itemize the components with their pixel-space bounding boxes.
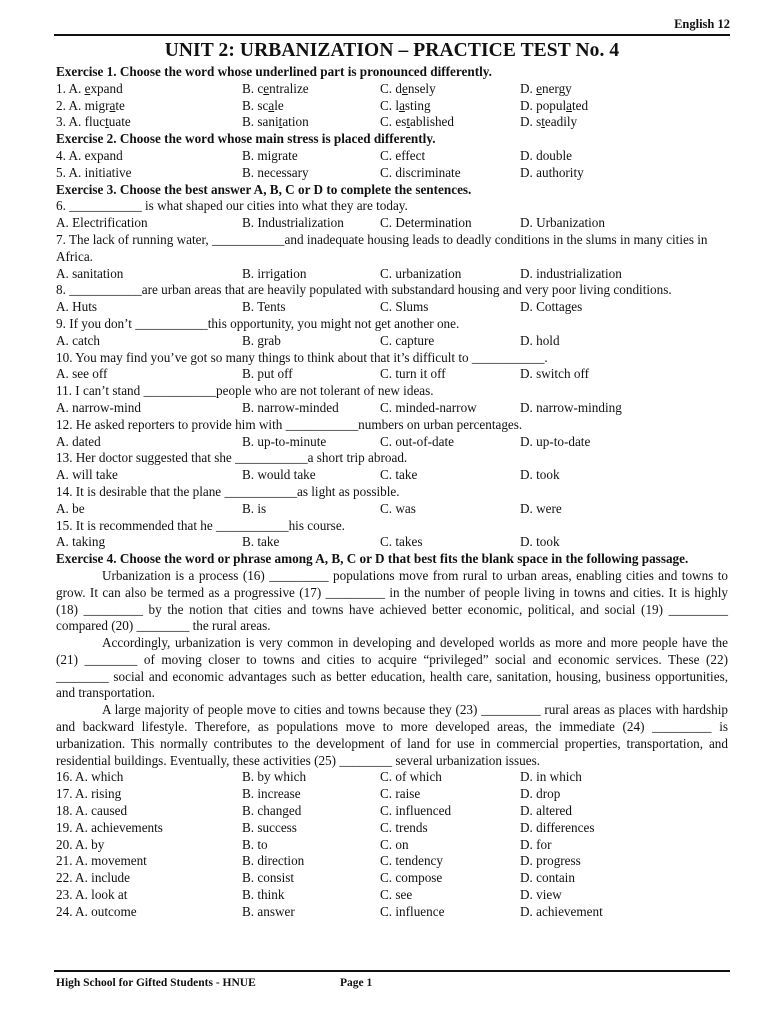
answer-option: B. is [242, 500, 267, 516]
option-suffix: eadily [544, 114, 578, 130]
answer-option: C. takes [380, 534, 423, 550]
answer-option: D. contain [520, 870, 575, 886]
answer-option: 17. A. rising [56, 786, 122, 802]
option-prefix: B. sani [242, 114, 279, 130]
answer-option: B. changed [242, 803, 302, 819]
answer-option [56, 81, 123, 98]
underlined-part: e [263, 80, 270, 96]
passage-paragraph: Urbanization is a process (16) _________ populations move from rural to urban areas, enabling cities and towns to grow. It can also be termed as a progressive (17) _________ in the number of people living in towns and cities. It is highly (18) _________ by the notion that cities and towns have achieved better economic, political, and social (19) _________ compared (20) ________ the rural areas. [56, 567, 728, 634]
answer-option: D. for [520, 836, 552, 852]
answer-option: 16. A. which [56, 769, 124, 785]
answer-option: B. success [242, 819, 297, 835]
question-text: 9. If you don’t ___________this opportunity, you might not get another one. [56, 315, 460, 331]
exercise-3-title: Exercise 3. Choose the best answer A, B, C or D to complete the sentences. [56, 181, 472, 197]
answer-option: 18. A. caused [56, 803, 128, 819]
exercise-4-row [56, 820, 728, 837]
answer-option: D. Cottages [520, 299, 583, 315]
answer-option: D. altered [520, 803, 572, 819]
answer-option [520, 114, 577, 131]
answer-option: D. narrow-minding [520, 399, 622, 415]
underlined-part: e [536, 80, 542, 96]
exercise-4-row [56, 887, 728, 904]
underlined-part: t [278, 114, 283, 130]
exercise-4-row [56, 853, 728, 870]
document-page [56, 38, 728, 921]
answer-option: B. direction [242, 853, 305, 869]
answer-option: A. be [56, 500, 85, 516]
question-text: 13. Her doctor suggested that she ___________a short trip abroad. [56, 450, 408, 466]
question-options [56, 215, 728, 232]
option-prefix: 1. A. [56, 80, 85, 96]
answer-option: 21. A. movement [56, 853, 147, 869]
option-suffix: sting [404, 97, 431, 113]
answer-option: D. Urbanization [520, 215, 605, 231]
answer-option: C. compose [380, 870, 443, 886]
answer-option [56, 114, 131, 131]
answer-option: A. Huts [56, 299, 98, 315]
option-suffix: nergy [541, 80, 572, 96]
exercise-4-row [56, 769, 728, 786]
answer-option: B. by which [242, 769, 307, 785]
exercise-1-row [56, 81, 728, 98]
answer-option: C. turn it off [380, 366, 446, 382]
answer-option: 23. A. look at [56, 887, 128, 903]
header-rule [54, 34, 730, 36]
answer-option: C. discriminate [380, 164, 461, 180]
question-options [56, 400, 728, 417]
answer-option: C. influenced [380, 803, 452, 819]
underlined-part: e [401, 80, 408, 96]
answer-option: B. take [242, 534, 280, 550]
option-prefix: D. s [520, 114, 542, 130]
answer-option [56, 98, 125, 115]
option-prefix: B. c [242, 80, 264, 96]
answer-option: C. was [380, 500, 416, 516]
question-options [56, 266, 728, 283]
question-text: 6. ___________ is what shaped our cities into what they are today. [56, 198, 408, 214]
answer-option: D. were [520, 500, 562, 516]
exercise-4-options [56, 769, 728, 920]
underlined-part: t [541, 114, 545, 130]
answer-option [380, 114, 454, 131]
answer-option: C. see [380, 887, 413, 903]
answer-option: D. differences [520, 819, 595, 835]
option-prefix: 2. A. migr [56, 97, 110, 113]
answer-option: B. irrigation [242, 265, 307, 281]
passage-paragraph: A large majority of people move to cities and towns because they (23) _________ rural areas as places with hardship and backward lifestyle. Therefore, as populations move to more developed areas, the immediate (24) _________ is urbanization. This normally contributes to the development of land for use in commercial properties, transportation, and residential buildings. Eventually, these activities (25) ________ several urbanization issues. [56, 702, 728, 768]
answer-option: D. progress [520, 853, 581, 869]
question-options [56, 501, 728, 518]
answer-option: B. up-to-minute [242, 433, 327, 449]
exercise-1 [56, 81, 728, 131]
question-options [56, 366, 728, 383]
option-suffix: nsely [407, 80, 436, 96]
option-prefix: B. sc [242, 97, 269, 113]
option-suffix: le [274, 97, 284, 113]
answer-option: C. trends [380, 819, 428, 835]
answer-option: 19. A. achievements [56, 819, 163, 835]
exercise-1-row [56, 98, 728, 115]
option-suffix: ation [282, 114, 309, 130]
answer-option: B. think [242, 887, 285, 903]
answer-option: B. Industrialization [242, 215, 344, 231]
answer-option: 22. A. include [56, 870, 130, 886]
option-prefix: C. es [380, 114, 407, 130]
question-options [56, 299, 728, 316]
underlined-part: t [406, 114, 411, 130]
underlined-part: a [399, 97, 405, 113]
answer-option: C. on [380, 836, 409, 852]
exercise-1-title: Exercise 1. Choose the word whose underlined part is pronounced differently. [56, 64, 492, 79]
answer-option [380, 98, 431, 115]
question-text: 8. ___________are urban areas that are heavily populated with substandard housing and very poor living conditions. [56, 282, 672, 298]
answer-option: B. to [242, 836, 268, 852]
option-suffix: uate [108, 114, 131, 130]
underlined-part: e [84, 80, 91, 96]
option-suffix: te [115, 97, 125, 113]
answer-option: A. Electrification [56, 215, 148, 231]
answer-option: C. of which [380, 769, 442, 785]
answer-option: B. answer [242, 903, 295, 919]
underlined-part: a [109, 97, 116, 113]
answer-option: D. hold [520, 332, 560, 348]
footer-school: High School for Gifted Students - HNUE [56, 977, 256, 989]
answer-option: D. authority [520, 164, 584, 180]
answer-option [520, 98, 588, 115]
header-subject: English 12 [674, 17, 730, 31]
answer-option [520, 81, 572, 98]
option-suffix: xpand [90, 80, 123, 96]
answer-option: 20. A. by [56, 836, 105, 852]
answer-option: B. migrate [242, 147, 298, 163]
answer-option: A. will take [56, 467, 118, 483]
answer-option: A. see off [56, 366, 108, 382]
question-options [56, 467, 728, 484]
exercise-2-row [56, 165, 728, 182]
exercise-4-row [56, 904, 728, 921]
question-text: 7. The lack of running water, ___________and inadequate housing leads to deadly conditions in the slums in many cities in Africa. [56, 231, 708, 264]
exercise-2-row [56, 148, 728, 165]
answer-option: 5. A. initiative [56, 164, 132, 180]
answer-option: D. up-to-date [520, 433, 591, 449]
exercise-4-row [56, 837, 728, 854]
answer-option: A. narrow-mind [56, 399, 141, 415]
passage-paragraph: Accordingly, urbanization is very common in developing and developed worlds as more and more people have the (21) ________ of moving closer to towns and cities to acquire “privileged” social and economic services. These (22) ________ social and economic advantages such as better education, health care, sanitation, housing, business opportunities, and transportation. [56, 635, 728, 701]
answer-option [242, 98, 284, 115]
footer-page-number: Page 1 [340, 977, 373, 989]
question-options [56, 534, 728, 551]
answer-option: B. consist [242, 870, 295, 886]
exercise-4-title: Exercise 4. Choose the word or phrase among A, B, C or D that best fits the blank space in the following passage. [56, 551, 689, 567]
answer-option: C. urbanization [380, 265, 462, 281]
answer-option [380, 81, 436, 98]
answer-option: D. double [520, 147, 573, 163]
option-prefix: D. [520, 80, 537, 96]
answer-option: C. take [380, 467, 418, 483]
answer-option: 4. A. expand [56, 147, 123, 163]
option-prefix: C. l [380, 97, 400, 113]
exercise-4-row [56, 803, 728, 820]
answer-option: D. took [520, 467, 560, 483]
option-suffix: ted [572, 97, 589, 113]
answer-option: C. tendency [380, 853, 443, 869]
question-text: 12. He asked reporters to provide him with ___________numbers on urban percentages. [56, 416, 523, 432]
answer-option: C. raise [380, 786, 421, 802]
exercise-4-row [56, 786, 728, 803]
answer-option: B. put off [242, 366, 293, 382]
question-text: 11. I can’t stand ___________people who are not tolerant of new ideas. [56, 383, 434, 399]
option-suffix: ntralize [269, 80, 309, 96]
answer-option: A. sanitation [56, 265, 124, 281]
answer-option: D. took [520, 534, 560, 550]
exercise-3 [56, 198, 728, 551]
answer-option: D. switch off [520, 366, 589, 382]
exercise-2-title: Exercise 2. Choose the word whose main stress is placed differently. [56, 131, 436, 147]
answer-option [242, 81, 309, 98]
page-title: UNIT 2: URBANIZATION – PRACTICE TEST No. 4 [164, 40, 620, 61]
answer-option: B. Tents [242, 299, 286, 315]
option-prefix: C. d [380, 80, 402, 96]
answer-option: C. effect [380, 147, 426, 163]
exercise-1-row [56, 114, 728, 131]
answer-option: C. minded-narrow [380, 399, 477, 415]
answer-option: D. drop [520, 786, 561, 802]
answer-option: A. dated [56, 433, 101, 449]
exercise-4-passage [56, 568, 728, 770]
question-text: 10. You may find you’ve got so many things to think about that it’s difficult to ___________. [56, 349, 548, 365]
underlined-part: a [268, 97, 275, 113]
exercise-4-row [56, 870, 728, 887]
question-text: 14. It is desirable that the plane ___________as light as possible. [56, 483, 400, 499]
underlined-part: t [105, 114, 109, 130]
footer-rule [54, 970, 730, 972]
answer-option: C. Determination [380, 215, 472, 231]
question-options [56, 434, 728, 451]
option-suffix: ablished [410, 114, 454, 130]
option-prefix: D. popul [520, 97, 567, 113]
answer-option: C. out-of-date [380, 433, 454, 449]
question-options [56, 333, 728, 350]
answer-option: C. Slums [380, 299, 429, 315]
answer-option: C. capture [380, 332, 435, 348]
answer-option: D. achievement [520, 903, 603, 919]
answer-option: A. taking [56, 534, 106, 550]
answer-option: D. industrialization [520, 265, 622, 281]
answer-option: B. necessary [242, 164, 309, 180]
answer-option: D. in which [520, 769, 582, 785]
answer-option: B. narrow-minded [242, 399, 339, 415]
underlined-part: a [566, 97, 573, 113]
answer-option: B. increase [242, 786, 301, 802]
answer-option: 24. A. outcome [56, 903, 137, 919]
answer-option: C. influence [380, 903, 445, 919]
option-prefix: 3. A. fluc [56, 114, 106, 130]
answer-option: D. view [520, 887, 562, 903]
question-text: 15. It is recommended that he ___________his course. [56, 517, 345, 533]
answer-option: A. catch [56, 332, 100, 348]
answer-option: B. grab [242, 332, 281, 348]
exercise-2 [56, 148, 728, 182]
answer-option: B. would take [242, 467, 316, 483]
answer-option [242, 114, 309, 131]
